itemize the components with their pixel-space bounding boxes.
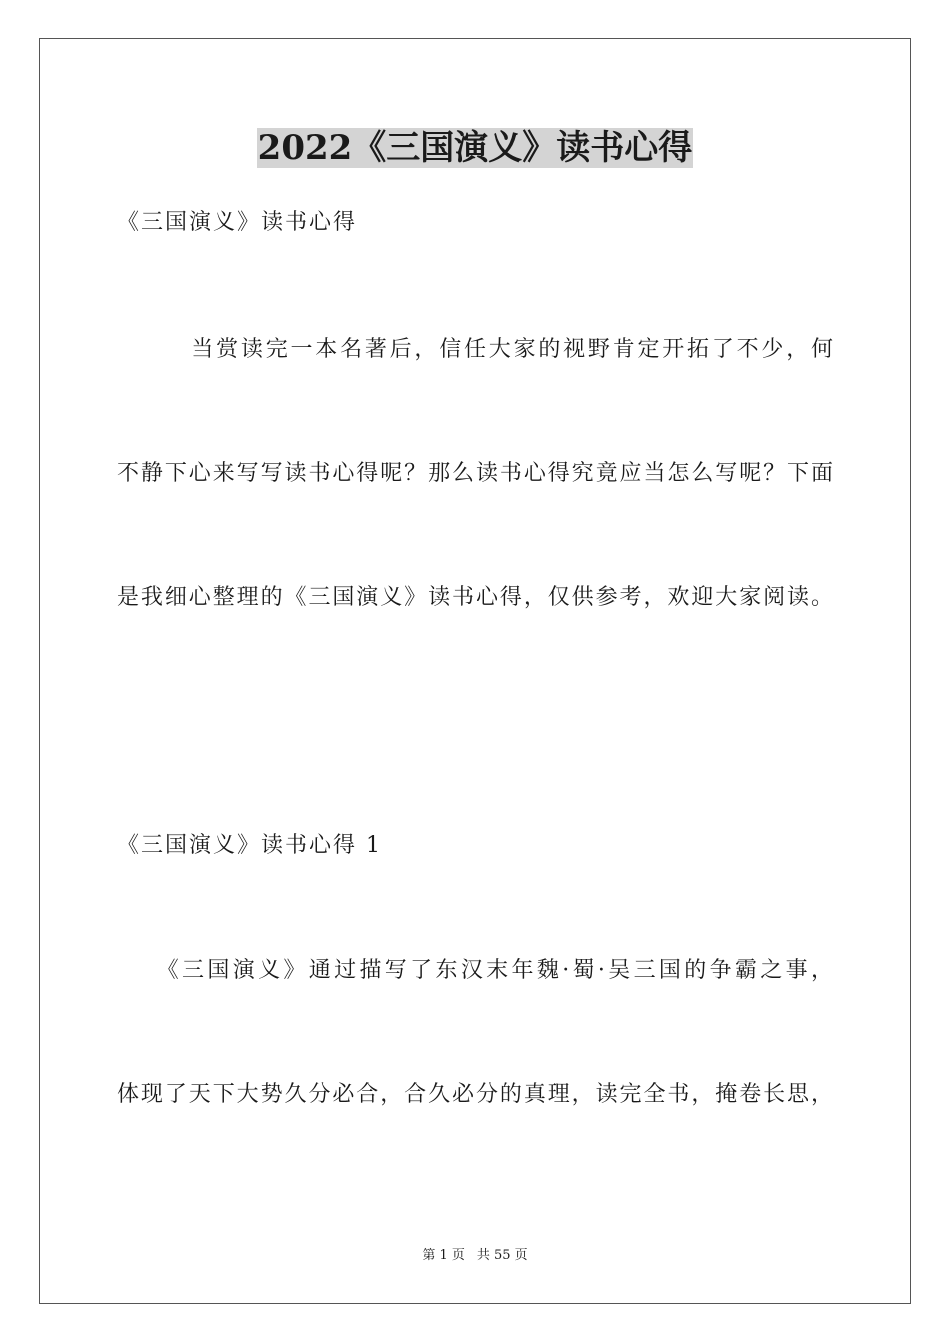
page-number: 第 1 页: [422, 1248, 465, 1263]
intro-line-1: 当赏读完一本名著后，信任大家的视野肯定开拓了不少，何: [117, 337, 833, 362]
intro-line-2: 不静下心来写写读书心得呢？那么读书心得究竟应当怎么写呢？下面: [117, 461, 833, 486]
document-title: [0, 126, 950, 170]
document-subtitle: 《三国演义》读书心得: [117, 210, 358, 235]
page-footer: [0, 1247, 950, 1265]
body-line-1: 《三国演义》通过描写了东汉末年魏·蜀·吴三国的争霸之事，: [117, 958, 833, 983]
intro-line-3: 是我细心整理的《三国演义》读书心得，仅供参考，欢迎大家阅读。: [117, 585, 833, 610]
page-total: 共 55 页: [476, 1248, 528, 1263]
section-heading: 《三国演义》读书心得 1: [117, 833, 382, 858]
body-line-2: 体现了天下大势久分必合，合久必分的真理，读完全书，掩卷长思，: [117, 1082, 833, 1107]
document-title-text: 2022《三国演义》读书心得: [257, 128, 693, 168]
